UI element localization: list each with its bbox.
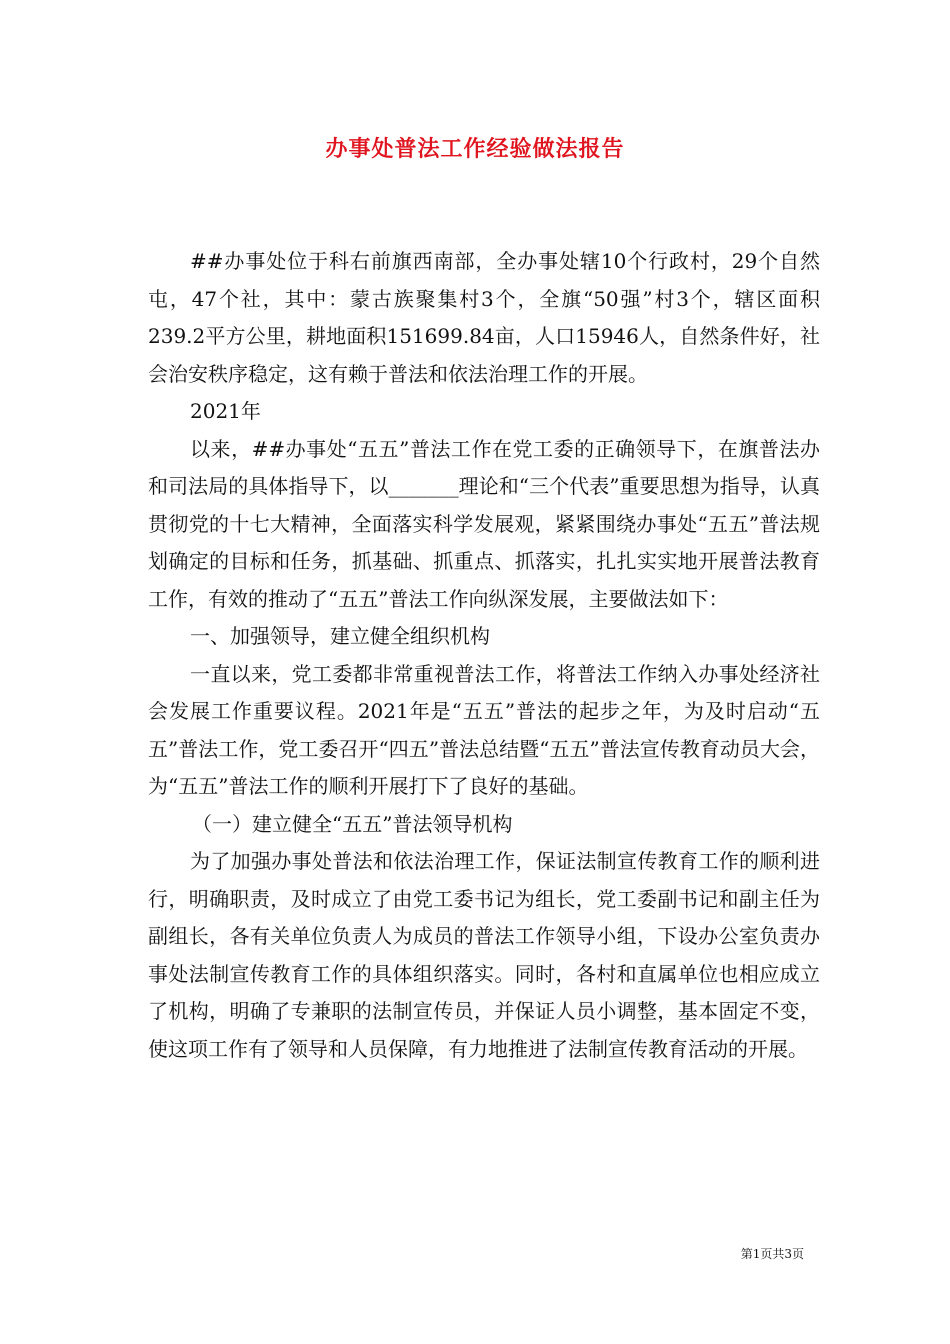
paragraph-leadership: 一直以来，党工委都非常重视普法工作，将普法工作纳入办事处经济社会发展工作重要议程。2021年是“五五”普法的起步之年，为及时启动“五五”普法工作，党工委召开“四五”普法总结暨“五五”普法宣传教育动员大会，为“五五”普法工作的顺利开展打下了良好的基础。 <box>148 661 820 798</box>
document-body <box>148 243 820 1068</box>
paragraph-overview: 以来，##办事处“五五”普法工作在党工委的正确领导下，在旗普法办和司法局的具体指导下，以_______理论和“三个代表”重要思想为指导，认真贯彻党的十七大精神，全面落实科学发展观，紧紧围绕办事处“五五”普法规划确定的目标和任务，抓基础、抓重点、抓落实，扎扎实实地开展普法教育工作，有效的推动了“五五”普法工作向纵深发展，主要做法如下： <box>148 436 820 611</box>
section-heading-1: 一、加强领导，建立健全组织机构 <box>190 624 490 648</box>
document-title: 办事处普法工作经验做法报告 <box>325 136 625 162</box>
paragraph-organization: 为了加强办事处普法和依法治理工作，保证法制宣传教育工作的顺利进行，明确职责，及时成立了由党工委书记为组长，党工委副书记和副主任为副组长，各有关单位负责人为成员的普法工作领导小组，下设办公室负责办事处法制宣传教育工作的具体组织落实。同时，各村和直属单位也相应成立了机构，明确了专兼职的法制宣传员，并保证人员小调整，基本固定不变，使这项工作有了领导和人员保障，有力地推进了法制宣传教育活动的开展。 <box>148 849 820 1061</box>
paragraph-year: 2021年 <box>190 399 261 423</box>
paragraph-intro: ##办事处位于科右前旗西南部，全办事处辖10个行政村，29个自然屯，47个社，其中：蒙古族聚集村3个，全旗“50强”村3个，辖区面积239.2平方公里，耕地面积151699.84亩，人口15946人，自然条件好，社会治安秩序稳定，这有赖于普法和依法治理工作的开展。 <box>148 249 820 386</box>
page-indicator: 第1页共3页 <box>740 1247 804 1261</box>
subsection-heading-1: （一）建立健全“五五”普法领导机构 <box>192 811 513 836</box>
